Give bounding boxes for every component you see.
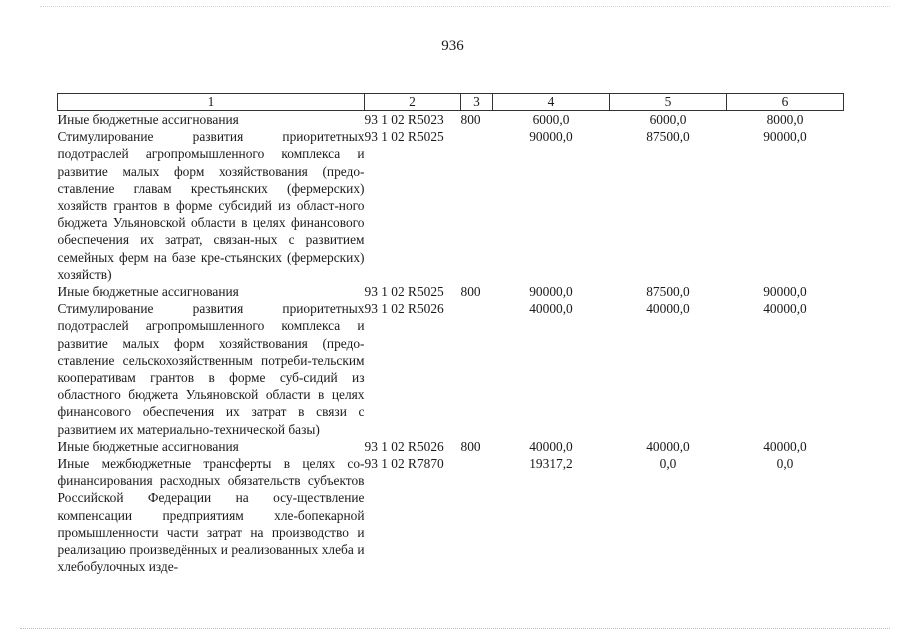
amount-year-1: 90000,0 [529,284,573,300]
target-article-code: 93 1 02 R5026 [364,438,444,454]
amount-year-3: 40000,0 [763,301,807,317]
column-header: 1 [58,94,365,111]
amount-year-2: 40000,0 [646,438,690,454]
amount-year-1: 40000,0 [529,438,573,454]
amount-year-3: 90000,0 [763,284,807,300]
amount-year-1: 90000,0 [529,129,573,145]
target-article-code: 93 1 02 R5025 [364,129,444,145]
expense-name: Стимулирование развития приоритетных подотраслей агропромышленного комплекса и развитие малых форм хозяйствования (предо-ставление главам крестьянских (фермерских) хозяйств грантов в форме субсидий из област-ного бюджета Ульяновской области в целях финансового обеспечения их затрат, связан-ных с развитием семейных ферм на базе кре-стьянских (фермерских) хозяйств) [57,129,365,282]
expense-name: Иные бюджетные ассигнования [57,112,239,127]
column-header: 4 [493,94,610,111]
amount-year-1: 19317,2 [529,456,573,472]
expense-type-code [461,128,493,283]
amount-year-2: 6000,0 [649,112,687,127]
target-article-code: 93 1 02 R5023 [364,112,444,127]
scan-edge-bottom [20,628,890,631]
amount-year-2: 0,0 [659,456,677,472]
amount-year-3: 0,0 [776,456,794,472]
amount-year-2: 40000,0 [646,301,690,317]
expense-name: Стимулирование развития приоритетных подотраслей агропромышленного комплекса и развитие малых форм хозяйствования (предо-ставление сельскохозяйственным потреби-тельским кооперативам грантов в форме суб-сидий из областного бюджета Ульяновской области в целях финансового обеспечения их затрат в связи с развитием их материально-технической базы) [57,301,365,437]
table-row [58,128,844,283]
target-article-code: 93 1 02 R7870 [364,456,444,472]
page-number: 936 [441,38,464,54]
expense-name: Иные бюджетные ассигнования [57,438,239,454]
expense-name: Иные бюджетные ассигнования [57,284,239,300]
expense-type-code [461,455,493,575]
column-header: 3 [461,94,493,111]
table-row [58,455,844,575]
column-number-row [58,94,844,111]
table-row [58,283,844,300]
amount-year-3: 8000,0 [766,112,804,127]
amount-year-1: 6000,0 [532,112,570,127]
expense-type-code: 800 [460,438,481,454]
target-article-code: 93 1 02 R5026 [364,301,444,317]
amount-year-2: 87500,0 [646,129,690,145]
amount-year-1: 40000,0 [529,301,573,317]
expense-name: Иные межбюджетные трансферты в целях со-финансирования расходных обязательств субъектов Российской Федерации на осу-ществление компенсации предприятиям хле-бопекарной промышленности части затрат на производство и реализацию произведённых и реализованных хлеба и хлебобулочных изде- [57,456,365,575]
amount-year-2: 87500,0 [646,284,690,300]
column-header: 5 [610,94,727,111]
budget-table [57,93,844,575]
target-article-code: 93 1 02 R5025 [364,284,444,300]
column-header: 6 [727,94,844,111]
scan-edge-top [40,6,890,8]
expense-type-code [461,300,493,438]
expense-type-code: 800 [460,284,481,300]
table-row [58,300,844,438]
table-row [58,438,844,455]
column-header: 2 [365,94,461,111]
table-row [58,111,844,129]
amount-year-3: 40000,0 [763,438,807,454]
amount-year-3: 90000,0 [763,129,807,145]
expense-type-code: 800 [460,112,481,127]
